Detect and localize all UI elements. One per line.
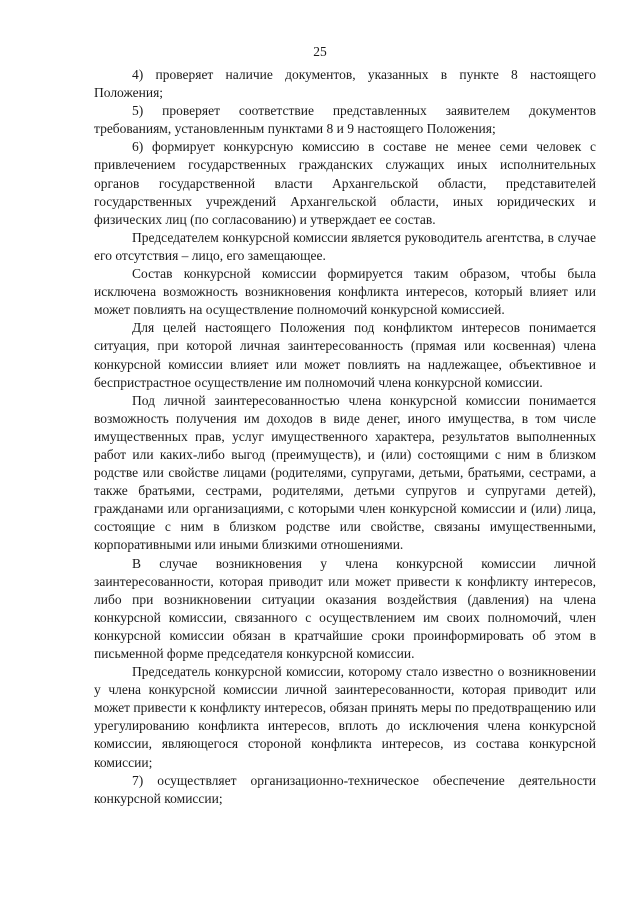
conflict-definition-paragraph: Для целей настоящего Положения под конфликтом интересов понимается ситуация, при которой личная заинтересованность (прямая или косвенная) члена конкурсной комиссии влияет или может повлиять на надлежащее, объективное и беспристрастное осуществление им полномочий члена конкурсной комиссии.: [94, 320, 596, 390]
chairman-measures-paragraph: Председатель конкурсной комиссии, которому стало известно о возникновении у члена конкурсной комиссии личной заинтересованности, которая приводит или может привести к конфликту интересов, обязан принять меры по предотвращению или урегулированию конфликта интересов, вплоть до исключения члена конкурсной комиссии, являющегося стороной конфликта интересов, из состава конкурсной комиссии;: [94, 664, 596, 770]
commission-composition-paragraph: Состав конкурсной комиссии формируется таким образом, чтобы была исключена возможность возникновения конфликта интересов, который влияет или может повлиять на осуществление полномочий конкурсной комиссией.: [94, 266, 596, 318]
notification-duty-paragraph: В случае возникновения у члена конкурсной комиссии личной заинтересованности, которая приводит или может привести к конфликту интересов, либо при возникновении ситуации оказания воздействия (давления) на члена конкурсной комиссии, связанного с осуществлением им своих полномочий, член конкурсной комиссии обязан в кратчайшие сроки проинформировать об этом в письменной форме председателя конкурсной комиссии.: [94, 555, 596, 661]
item-5-paragraph: 5) проверяет соответствие представленных заявителем документов требованиям, установленным пунктами 8 и 9 настоящего Положения;: [94, 103, 596, 137]
page-number: 25: [313, 44, 327, 59]
document-body: [94, 66, 596, 808]
chairman-paragraph: Председателем конкурсной комиссии является руководитель агентства, в случае его отсутствия – лицо, его замещающее.: [94, 229, 596, 263]
item-7-paragraph: 7) осуществляет организационно-техническое обеспечение деятельности конкурсной комиссии;: [94, 772, 596, 806]
item-6-paragraph: 6) формирует конкурсную комиссию в составе не менее семи человек с привлечением государственных гражданских служащих иных исполнительных органов государственной власти Архангельской области, представителей государственных учреждений Архангельской области, иных юридических и физических лиц (по согласованию) и утверждает ее состав.: [94, 139, 596, 227]
personal-interest-paragraph: Под личной заинтересованностью члена конкурсной комиссии понимается возможность получения им доходов в виде денег, иного имущества, в том числе имущественных прав, услуг имущественного характера, результатов выполненных работ или каких-либо выгод (преимуществ), и (или) состоящими с ним в близком родстве или свойстве лицами (родителями, супругами, детьми, братьями, сестрами, а также братьями, сестрами, родителями, детьми супругов и супругами детей), гражданами или организациями, с которыми член конкурсной комиссии и (или) лица, состоящие с ним в близком родстве или свойстве, связаны имущественными, корпоративными или иными близкими отношениями.: [94, 392, 596, 553]
item-4-paragraph: 4) проверяет наличие документов, указанных в пункте 8 настоящего Положения;: [94, 67, 596, 101]
